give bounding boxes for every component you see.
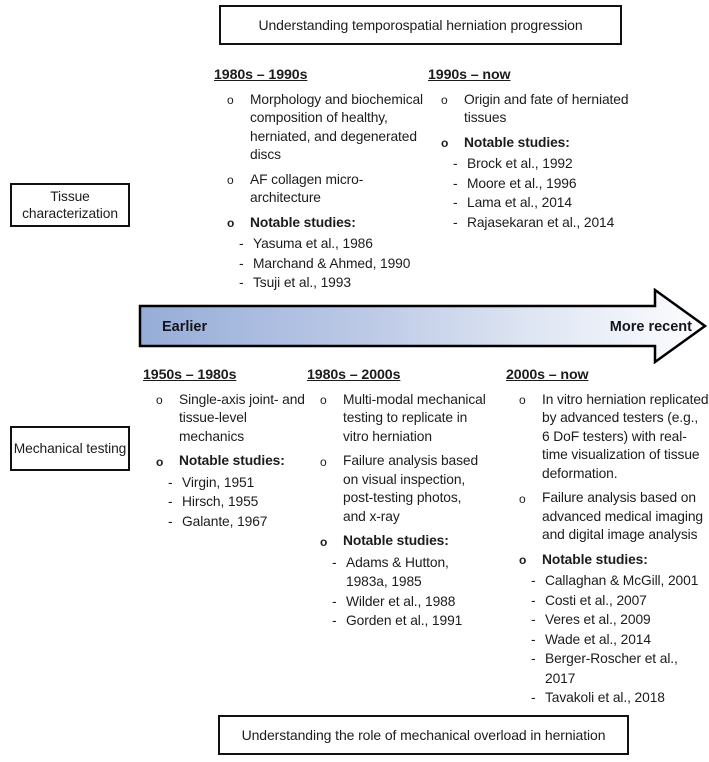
period-heading: 1980s – 1990s xyxy=(214,67,308,83)
top-banner-text: Understanding temporospatial herniation progression xyxy=(258,17,583,33)
circle-bullet-marker: o xyxy=(441,93,448,107)
dash-marker: - xyxy=(531,651,536,666)
dash-marker: - xyxy=(453,175,458,191)
studies-list xyxy=(213,234,426,293)
circle-bullet-marker: o xyxy=(519,393,526,407)
timeline-arrow xyxy=(136,288,709,364)
study-item xyxy=(142,512,307,532)
dash-marker: - xyxy=(332,613,337,628)
dash-marker: - xyxy=(332,593,337,609)
dash-marker: - xyxy=(531,612,536,627)
study-text: Yasuma et al., 1986 xyxy=(253,236,373,251)
dash-marker: - xyxy=(239,236,244,251)
study-text: Veres et al., 2009 xyxy=(545,612,651,627)
study-item xyxy=(505,571,709,591)
period-heading: 1950s – 1980s xyxy=(143,367,237,383)
study-text: Tavakoli et al., 2018 xyxy=(545,690,665,705)
study-item xyxy=(427,213,649,233)
study-item xyxy=(505,630,709,650)
study-text: Adams & Hutton, 1983a, 1985 xyxy=(346,554,449,589)
studies-list xyxy=(306,553,486,631)
circle-bullet-marker: o xyxy=(156,454,164,469)
mechanical-column-2000s-now xyxy=(505,366,709,708)
bullet-item xyxy=(213,171,426,208)
notable-studies-label: Notable studies: xyxy=(343,533,449,548)
bullet-text: AF collagen micro-architecture xyxy=(250,171,364,205)
bullet-text: Origin and fate of herniated tissues xyxy=(464,91,629,125)
notable-studies-heading xyxy=(142,452,307,471)
bullet-item xyxy=(427,91,649,128)
dash-marker: - xyxy=(531,690,536,705)
tissue-characterization-label-box xyxy=(10,183,130,227)
study-text: Callaghan & McGill, 2001 xyxy=(545,573,699,588)
study-text: Moore et al., 1996 xyxy=(467,175,577,191)
circle-bullet-marker: o xyxy=(519,553,527,567)
period-heading: 1980s – 2000s xyxy=(307,367,401,383)
dash-marker: - xyxy=(168,513,173,529)
bottom-banner-box xyxy=(218,715,629,755)
circle-bullet-marker: o xyxy=(320,534,328,549)
period-heading: 2000s – now xyxy=(506,367,589,383)
circle-bullet-marker: o xyxy=(227,93,234,107)
circle-bullet-marker: o xyxy=(320,393,327,407)
bullet-item xyxy=(306,391,486,447)
circle-bullet-marker: o xyxy=(156,393,163,407)
mechanical-testing-label-box xyxy=(10,426,130,471)
study-text: Tsuji et al., 1993 xyxy=(253,275,351,290)
study-item xyxy=(505,688,709,708)
circle-bullet-marker: o xyxy=(441,136,449,150)
dash-marker: - xyxy=(453,156,458,171)
notable-studies-label: Notable studies: xyxy=(250,214,356,230)
study-item xyxy=(427,154,649,174)
study-item xyxy=(505,649,709,688)
studies-list xyxy=(142,473,307,532)
study-text: Galante, 1967 xyxy=(182,513,268,529)
study-item xyxy=(306,611,486,631)
study-text: Wade et al., 2014 xyxy=(545,631,651,647)
bullet-text: Morphology and biochemical composition of healthy, herniated, and degenerated discs xyxy=(250,91,424,162)
study-item xyxy=(306,553,486,592)
study-text: Hirsch, 1955 xyxy=(182,494,259,509)
bullet-text: Multi-modal mechanical testing to replicate in vitro herniation xyxy=(343,391,486,444)
arrow-more-recent-label: More recent xyxy=(609,319,692,335)
tissue-column-1980s-1990s xyxy=(213,66,426,293)
notable-studies-heading xyxy=(306,532,486,551)
dash-marker: - xyxy=(531,592,536,608)
bullet-text: Failure analysis based on advanced medical imaging and digital image analysis xyxy=(542,490,703,542)
notable-studies-label: Notable studies: xyxy=(542,551,648,567)
circle-bullet-marker: o xyxy=(519,491,526,506)
dash-marker: - xyxy=(168,494,173,509)
study-item xyxy=(142,473,307,493)
notable-studies-label: Notable studies: xyxy=(464,134,570,150)
bottom-banner-text: Understanding the role of mechanical overload in herniation xyxy=(241,727,606,743)
study-item xyxy=(142,492,307,512)
dash-marker: - xyxy=(531,631,536,647)
mechanical-column-1980s-2000s xyxy=(306,366,486,631)
study-text: Berger-Roscher et al., 2017 xyxy=(545,651,678,686)
study-text: Costi et al., 2007 xyxy=(545,592,647,608)
study-item xyxy=(427,174,649,194)
circle-bullet-marker: o xyxy=(227,173,234,187)
circle-bullet-marker: o xyxy=(320,454,327,469)
notable-studies-heading xyxy=(213,214,426,233)
notable-studies-heading xyxy=(505,551,709,570)
bullet-item xyxy=(213,91,426,165)
timeline-arrow-shape xyxy=(136,288,709,364)
study-item xyxy=(505,591,709,611)
bullet-item xyxy=(505,391,709,484)
studies-list xyxy=(505,571,709,708)
notable-studies-label: Notable studies: xyxy=(179,453,285,468)
period-heading: 1990s – now xyxy=(428,67,511,83)
dash-marker: - xyxy=(453,214,458,230)
dash-marker: - xyxy=(239,275,244,290)
bullet-text: Single-axis joint- and tissue-level mechanics xyxy=(179,391,305,444)
study-item xyxy=(213,254,426,274)
study-text: Lama et al., 2014 xyxy=(467,195,572,210)
arrow-earlier-label: Earlier xyxy=(162,319,208,335)
dash-marker: - xyxy=(239,255,244,271)
tissue-characterization-label: Tissue characterization xyxy=(22,189,118,221)
study-text: Marchand & Ahmed, 1990 xyxy=(253,255,411,271)
bullet-item xyxy=(142,391,307,447)
mechanical-testing-label: Mechanical testing xyxy=(13,441,127,456)
bullet-text: In vitro herniation replicated by advanced testers (e.g., 6 DoF testers) with real-time visualization of tissue deformation. xyxy=(542,391,709,481)
bullet-text: Failure analysis based on visual inspection, post-testing photos, and x-ray xyxy=(343,453,479,524)
study-item xyxy=(213,234,426,254)
study-item xyxy=(505,610,709,630)
study-text: Gorden et al., 1991 xyxy=(346,613,463,628)
studies-list xyxy=(427,154,649,232)
study-text: Virgin, 1951 xyxy=(182,474,255,490)
mechanical-column-1950s-1980s xyxy=(142,366,307,531)
study-item xyxy=(306,592,486,612)
tissue-column-1990s-now xyxy=(427,66,649,232)
bullet-item xyxy=(306,452,486,526)
study-text: Rajasekaran et al., 2014 xyxy=(467,214,615,230)
dash-marker: - xyxy=(168,474,173,490)
circle-bullet-marker: o xyxy=(227,216,235,230)
dash-marker: - xyxy=(531,573,536,588)
bullet-item xyxy=(505,489,709,545)
dash-marker: - xyxy=(332,554,337,570)
top-banner-box xyxy=(219,5,622,45)
notable-studies-heading xyxy=(427,134,649,153)
dash-marker: - xyxy=(453,195,458,210)
study-text: Wilder et al., 1988 xyxy=(346,593,456,609)
study-item xyxy=(427,193,649,213)
study-text: Brock et al., 1992 xyxy=(467,156,573,171)
